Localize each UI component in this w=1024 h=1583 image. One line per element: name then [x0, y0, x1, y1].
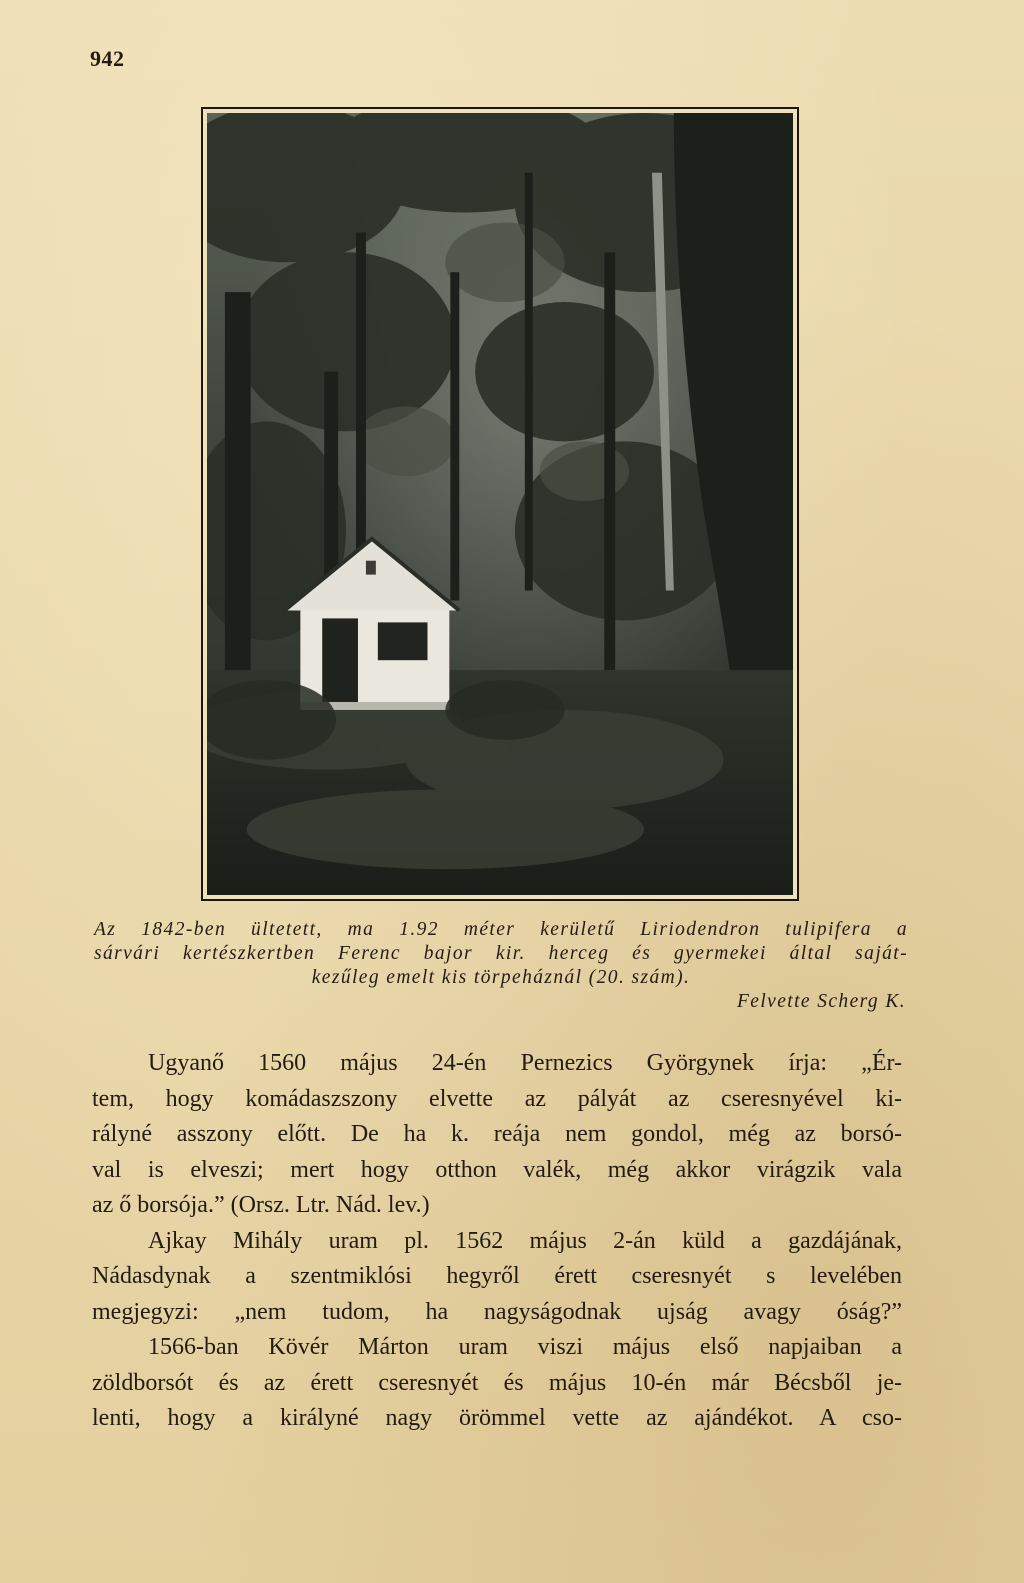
- text-line: Ugyanő 1560 május 24-én Pernezics Györgynek írja: „Ér-: [148, 1050, 902, 1076]
- text-line: Ajkay Mihály uram pl. 1562 május 2-án küld a gazdájának,: [148, 1227, 902, 1254]
- photo-credit: Felvette Scherg K.: [736, 991, 906, 1012]
- text-line: 1566-ban Kövér Márton uram viszi május első napjaiban a: [148, 1334, 902, 1360]
- caption-line: sárvári kertészkertben Ferenc bajor kir. herceg és gyermekei által saját-: [94, 943, 908, 964]
- text-line: zöldborsót és az érett cseresnyét és május 10-én már Bécsből je-: [92, 1369, 902, 1396]
- page-number: 942: [90, 46, 125, 71]
- text-line: tem, hogy komádaszszony elvette az pályát az cseresnyével ki-: [92, 1085, 902, 1112]
- text-line: Nádasdynak a szentmiklósi hegyről érett cseresnyét s levelében: [92, 1263, 902, 1289]
- text-line: az ő borsója.” (Orsz. Ltr. Nád. lev.): [92, 1192, 430, 1218]
- text-line: val is elveszi; mert hogy otthon valék, még akkor virágzik vala: [92, 1156, 902, 1183]
- caption-line: kezűleg emelt kis törpeháznál (20. szám).: [311, 967, 691, 988]
- forest-cottage-photo: [207, 113, 793, 895]
- text-line: rályné asszony előtt. De ha k. reája nem gondol, még az borsó-: [92, 1121, 902, 1147]
- body-text: [92, 1046, 902, 1437]
- caption-line: Az 1842-ben ültetett, ma 1.92 méter kerületű Liriodendron tulipifera a: [94, 919, 908, 940]
- text-line: lenti, hogy a királyné nagy örömmel vette az ajándékot. A cso-: [92, 1405, 902, 1431]
- figure-caption: [94, 918, 908, 1014]
- photo-figure: [201, 107, 799, 901]
- text-line: megjegyzi: „nem tudom, ha nagyságodnak ujság avagy óság?”: [92, 1298, 902, 1325]
